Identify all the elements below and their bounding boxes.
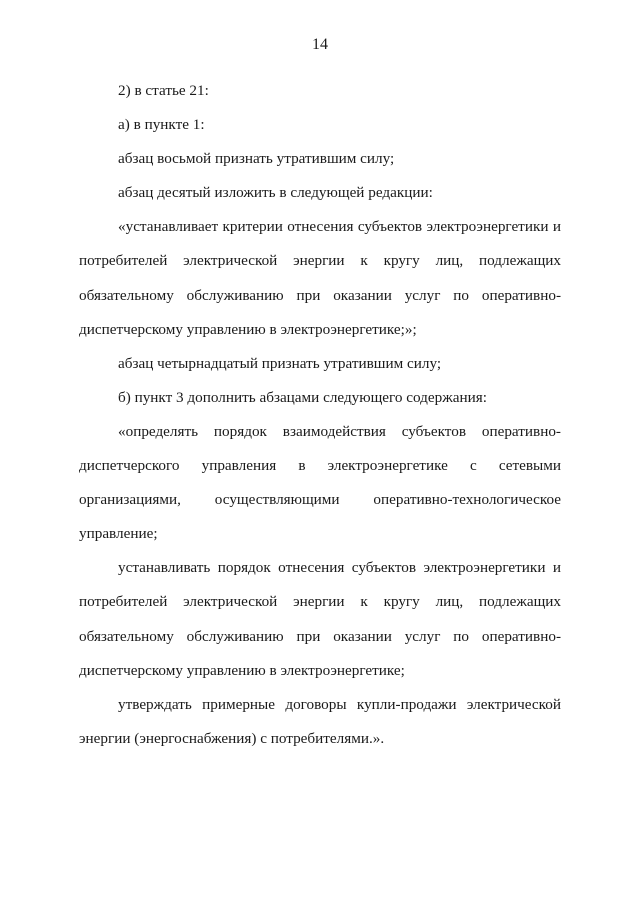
paragraph-point-3-addition: б) пункт 3 дополнить абзацами следующего содержания: (118, 388, 487, 406)
paragraph-eighth-invalid: абзац восьмой признать утратившим силу; (118, 150, 395, 168)
paragraph-quote-criteria: «устанавливает критерии отнесения субъектов электроэнергетики и потребителей электрической энергии к кругу лиц, подлежащих обязательному обслуживанию при оказании услуг по оперативно-диспетчерскому управлению в электроэнергетике;»; (79, 218, 561, 338)
paragraph-tenth-new-wording: абзац десятый изложить в следующей редакции: (118, 184, 433, 202)
paragraph-fourteenth-invalid: абзац четырнадцатый признать утратившим силу; (118, 354, 442, 372)
paragraph-quote-interaction-order: «определять порядок взаимодействия субъектов оперативно-диспетчерского управления в электроэнергетике с сетевыми организациями, осуществляющими оперативно-технологическое управление; (79, 422, 561, 543)
paragraph-classification-order: устанавливать порядок отнесения субъектов электроэнергетики и потребителей электрической энергии к кругу лиц, подлежащих обязательному обслуживанию при оказании услуг по оперативно-диспетчерскому управлению в электроэнергетике; (79, 559, 561, 679)
paragraph-approve-contracts: утверждать примерные договоры купли-продажи электрической энергии (энергоснабжения) с потребителями.». (79, 695, 561, 747)
page-number: 14 (312, 36, 328, 53)
paragraph-article-21: 2) в статье 21: (118, 82, 209, 99)
paragraph-point-1: а) в пункте 1: (118, 116, 205, 134)
document-body (79, 74, 561, 756)
